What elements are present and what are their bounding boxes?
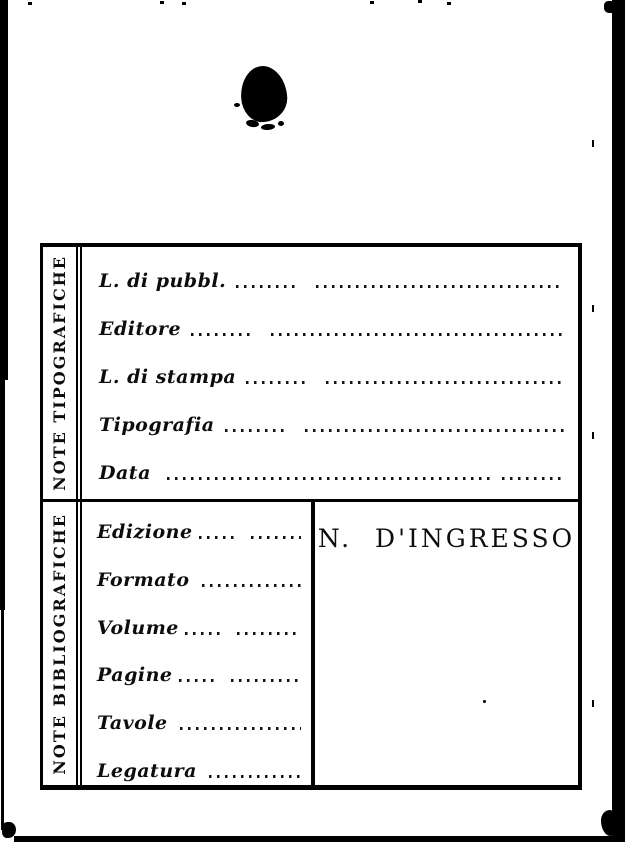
field-row-l-di-pubbl bbox=[99, 267, 566, 291]
scan-speck bbox=[447, 2, 451, 5]
dotted-line bbox=[305, 429, 564, 432]
scan-speck bbox=[370, 1, 374, 4]
ink-splatter bbox=[261, 124, 275, 131]
scan-edge-artifact bbox=[14, 836, 625, 842]
dotted-line bbox=[246, 381, 310, 384]
field-row-legatura bbox=[97, 757, 303, 781]
scan-speck bbox=[418, 0, 422, 3]
field-row-formato bbox=[97, 566, 303, 590]
field-label: Edizione bbox=[97, 521, 193, 543]
dotted-line bbox=[225, 429, 289, 432]
ingresso-box bbox=[315, 502, 578, 785]
scan-speck bbox=[601, 810, 617, 836]
dotted-line bbox=[502, 477, 566, 480]
scan-speck bbox=[592, 432, 594, 439]
scan-edge-artifact bbox=[1, 610, 4, 830]
field-label: Pagine bbox=[97, 664, 173, 687]
field-row-tipografia bbox=[99, 411, 566, 435]
ink-splatter bbox=[234, 103, 240, 107]
dotted-line bbox=[251, 536, 301, 539]
field-label: L. di pubbl. bbox=[99, 270, 227, 292]
bibliografiche-fields bbox=[82, 502, 315, 785]
section-label-column bbox=[43, 502, 82, 785]
scan-speck bbox=[592, 140, 594, 147]
dotted-line bbox=[179, 679, 219, 682]
scan-edge-artifact bbox=[0, 0, 8, 380]
section-title-bibliografiche: NOTE BIBLIOGRAFICHE bbox=[50, 512, 69, 775]
ink-splatter bbox=[278, 121, 284, 126]
field-row-editore bbox=[99, 315, 566, 339]
dotted-line bbox=[199, 536, 239, 539]
scan-speck bbox=[28, 2, 32, 5]
tipografiche-fields bbox=[82, 247, 578, 499]
ink-blot-icon bbox=[240, 65, 289, 123]
scan-speck bbox=[592, 305, 594, 312]
scan-edge-artifact bbox=[612, 0, 625, 842]
dotted-line bbox=[236, 285, 300, 288]
scan-speck bbox=[604, 1, 617, 13]
field-label: Formato bbox=[97, 568, 190, 591]
dotted-line bbox=[191, 333, 255, 336]
dotted-line bbox=[167, 477, 490, 480]
dotted-line bbox=[237, 632, 301, 635]
catalog-card-table bbox=[40, 243, 582, 790]
dotted-line bbox=[209, 775, 301, 778]
field-label: Editore bbox=[99, 318, 182, 340]
field-label: Data bbox=[99, 462, 151, 484]
scan-speck bbox=[483, 700, 486, 703]
dotted-line bbox=[180, 727, 301, 730]
field-label: Tavole bbox=[97, 712, 168, 735]
dotted-line bbox=[231, 679, 302, 682]
field-row-data bbox=[99, 459, 566, 483]
scan-speck bbox=[160, 1, 164, 4]
dotted-line bbox=[185, 632, 225, 635]
dotted-line bbox=[271, 333, 564, 336]
dotted-line bbox=[326, 381, 564, 384]
dotted-line bbox=[316, 285, 564, 288]
scan-edge-artifact bbox=[599, 0, 601, 842]
field-label: Legatura bbox=[97, 759, 197, 782]
field-label: Tipografia bbox=[99, 414, 215, 436]
section-note-tipografiche bbox=[43, 247, 578, 502]
field-label: L. di stampa bbox=[99, 366, 237, 388]
field-row-pagine bbox=[97, 661, 303, 685]
section-note-bibliografiche bbox=[43, 502, 578, 785]
field-row-volume bbox=[97, 614, 303, 638]
ingresso-title: N. D'INGRESSO bbox=[317, 524, 576, 553]
field-row-l-di-stampa bbox=[99, 363, 566, 387]
field-label: Volume bbox=[97, 616, 179, 639]
section-title-tipografiche: NOTE TIPOGRAFICHE bbox=[50, 255, 69, 491]
dotted-line bbox=[202, 584, 302, 587]
field-row-edizione bbox=[97, 518, 303, 542]
scan-edge-artifact bbox=[0, 380, 5, 610]
scan-speck bbox=[592, 700, 594, 707]
section-label-column bbox=[43, 247, 82, 499]
field-row-tavole bbox=[97, 709, 303, 733]
scan-speck bbox=[182, 2, 186, 5]
